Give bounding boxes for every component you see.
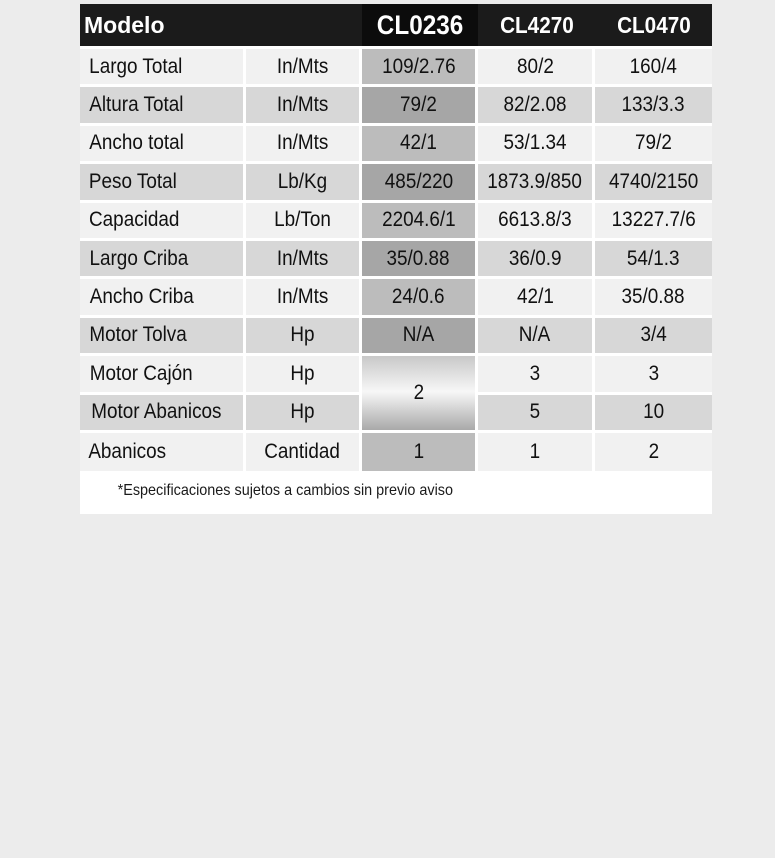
table-row (80, 279, 712, 317)
spec-table (80, 4, 712, 471)
spec-label: Altura Total (80, 87, 246, 125)
header-model-2: CL4270 (478, 4, 595, 49)
unit-cell: In/Mts (246, 87, 362, 125)
value-cell-model-3: 54/1.3 (595, 241, 712, 279)
value-cell-model-2: 53/1.34 (478, 126, 595, 164)
table-row (80, 203, 712, 241)
header-label: Modelo (80, 4, 362, 49)
table-row (80, 318, 712, 356)
unit-cell: In/Mts (246, 279, 362, 317)
value-cell-model-1: 2204.6/1 (362, 203, 478, 241)
unit-cell: Cantidad (246, 433, 362, 471)
value-cell-model-1: 1 (362, 433, 478, 471)
value-cell-model-3: 10 (595, 395, 712, 433)
value-cell-model-2: 80/2 (478, 49, 595, 87)
value-cell-model-3: 3 (595, 356, 712, 394)
table-row (80, 356, 712, 394)
table-row (80, 49, 712, 87)
value-cell-model-1: 109/2.76 (362, 49, 478, 87)
spec-label: Capacidad (80, 203, 246, 241)
header-model-1: CL0236 (362, 4, 478, 49)
value-cell-model-1: 485/220 (362, 164, 478, 202)
value-cell-model-1: N/A (362, 318, 478, 356)
value-cell-model-3: 133/3.3 (595, 87, 712, 125)
value-cell-model-1: 24/0.6 (362, 279, 478, 317)
spec-panel (80, 4, 712, 514)
value-cell-model-2: 3 (478, 356, 595, 394)
value-cell-model-3: 3/4 (595, 318, 712, 356)
table-row (80, 433, 712, 471)
value-cell-model-1: 42/1 (362, 126, 478, 164)
unit-cell: Lb/Kg (246, 164, 362, 202)
value-cell-model-3: 2 (595, 433, 712, 471)
table-body (80, 49, 712, 471)
value-cell-model-1: 35/0.88 (362, 241, 478, 279)
table-header (80, 4, 712, 49)
spec-label: Ancho total (80, 126, 246, 164)
spec-label: Abanicos (80, 433, 246, 471)
value-cell-model-2: 36/0.9 (478, 241, 595, 279)
table-row (80, 164, 712, 202)
header-model-3: CL0470 (595, 4, 712, 49)
unit-cell: Lb/Ton (246, 203, 362, 241)
value-cell-model-2: N/A (478, 318, 595, 356)
value-cell-model-3: 4740/2150 (595, 164, 712, 202)
value-cell-model-1-merged: 2 (362, 356, 478, 433)
value-cell-model-3: 35/0.88 (595, 279, 712, 317)
footnote: *Especificaciones sujetos a cambios sin previo aviso (117, 482, 453, 499)
unit-cell: In/Mts (246, 49, 362, 87)
spec-label: Motor Tolva (80, 318, 246, 356)
unit-cell: In/Mts (246, 241, 362, 279)
spec-label: Motor Abanicos (80, 395, 246, 433)
value-cell-model-3: 160/4 (595, 49, 712, 87)
value-cell-model-2: 6613.8/3 (478, 203, 595, 241)
value-cell-model-2: 82/2.08 (478, 87, 595, 125)
unit-cell: Hp (246, 395, 362, 433)
value-cell-model-1: 79/2 (362, 87, 478, 125)
spec-label: Largo Total (80, 49, 246, 87)
value-cell-model-2: 42/1 (478, 279, 595, 317)
value-cell-model-3: 13227.7/6 (595, 203, 712, 241)
unit-cell: In/Mts (246, 126, 362, 164)
spec-label: Motor Cajón (80, 356, 246, 394)
spec-label: Peso Total (80, 164, 246, 202)
table-row (80, 126, 712, 164)
value-cell-model-2: 1 (478, 433, 595, 471)
unit-cell: Hp (246, 318, 362, 356)
value-cell-model-2: 1873.9/850 (478, 164, 595, 202)
value-cell-model-3: 79/2 (595, 126, 712, 164)
spec-label: Largo Criba (80, 241, 246, 279)
table-row (80, 87, 712, 125)
header-row (80, 4, 712, 49)
value-cell-model-2: 5 (478, 395, 595, 433)
table-row (80, 241, 712, 279)
spec-label: Ancho Criba (80, 279, 246, 317)
unit-cell: Hp (246, 356, 362, 394)
